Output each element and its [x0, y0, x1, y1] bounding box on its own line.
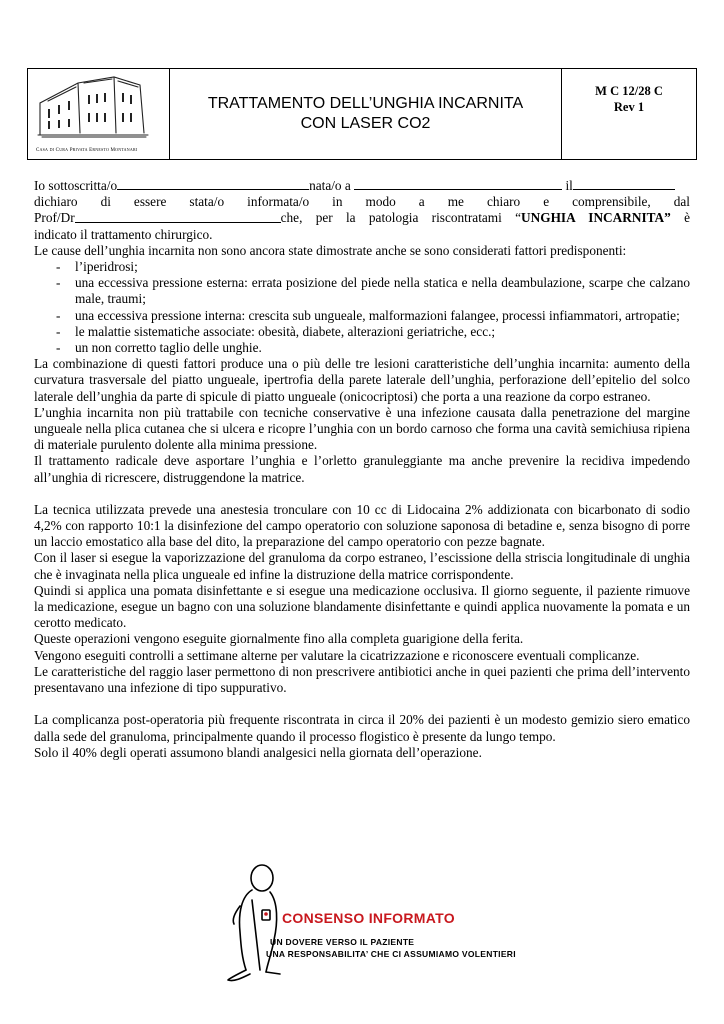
- logo-cell: [28, 69, 170, 159]
- spacer: [34, 696, 690, 712]
- name-blank[interactable]: [117, 177, 309, 190]
- pathology-intro: che, per la patologia riscontratami “: [280, 210, 522, 226]
- paragraph: La tecnica utilizzata prevede una anestesia tronculare con 10 cc di Lidocaina 2% addizionata con bicarbonato di sodio 4,2% con rapporto 10:1 la disinfezione del campo operatorio con soluzione saponosa di betadine e, senza bisogno di porre un laccio emostatico alla base del dito, la preparazione del campo operatorio con pezze bagnate.: [34, 501, 690, 550]
- paragraph: Vengono eseguiti controlli a settimane alterne per valutare la cicatrizzazione e riconoscere eventuali complicanze.: [34, 647, 640, 663]
- paragraph: Con il laser si esegue la vaporizzazione del granuloma da corpo estraneo, l’escissione della striscia longitudinale di unghia che è invaginata nella plica ungueale ed infine la distruzione della matrice corrispondente.: [34, 550, 690, 582]
- form-line-4: indicato il trattamento chirurgico.: [34, 226, 213, 242]
- document-header: [27, 68, 697, 160]
- form-label-date: il: [565, 178, 573, 193]
- informed-consent-badge: [222, 862, 542, 992]
- paragraph: Le caratteristiche del raggio laser permettono di non prescrivere antibiotici anche in quei pazienti che prima dell’intervento presentavano una infezione di tipo suppurativo.: [34, 663, 690, 696]
- pathology-name: UNGHIA INCARNITA”: [521, 210, 671, 226]
- form-line-2-word: stata/o: [189, 194, 225, 210]
- form-line-2-word: dichiaro: [34, 194, 78, 210]
- logo-caption: Casa di Cura Privata Ernesto Montanari: [36, 148, 138, 153]
- consent-tagline-2: UNA RESPONSABILITA’ CHE CI ASSUMIAMO VOLENTIERI: [266, 949, 516, 959]
- form-line-2-word: a: [418, 194, 425, 210]
- form-line-2-word: di: [100, 194, 111, 210]
- form-label-doctor: Prof/Dr: [34, 210, 75, 226]
- birthdate-blank[interactable]: [573, 177, 675, 190]
- form-line-2-word: in: [332, 194, 343, 210]
- building-logo: [28, 71, 168, 149]
- form-line-2-word: informata/o: [247, 194, 310, 210]
- paragraph: Queste operazioni vengono eseguite giornalmente fino alla completa guarigione della ferita.: [34, 631, 524, 647]
- cause-item: - le malattie sistematiche associate: obesità, diabete, alterazioni geriatriche, ecc.;: [56, 324, 690, 340]
- paragraph: La combinazione di questi fattori produce una o più delle tre lesioni caratteristiche dell’unghia incarnita: aumento della curvatura trasversale del piatto ungueale, ipertrofia della parete laterale dell’unghia, perforazione dell’epitelio del solco laterale dell’unghia da parte di spicule di piatto ungueale (onicocriptosi) che porta a una reazione da corpo estraneo.: [34, 356, 690, 404]
- birthplace-blank[interactable]: [354, 177, 562, 190]
- form-line-2-word: e: [543, 194, 550, 210]
- form-line-3: [34, 210, 690, 226]
- form-line-1: [34, 177, 690, 194]
- document-code: M C 12/28 C: [595, 84, 663, 98]
- form-line-2-word: modo: [365, 194, 396, 210]
- spacer: [34, 486, 690, 502]
- causes-list: [34, 259, 690, 356]
- code-cell: [562, 69, 696, 159]
- doctor-blank[interactable]: [75, 210, 281, 223]
- form-line-2-word: comprensibile,: [572, 194, 651, 210]
- form-line-2-word: dal: [673, 194, 690, 210]
- cause-item: - una eccessiva pressione interna: crescita sub ungueale, malformazioni falangee, processi infiammatori, artropatie;: [56, 308, 690, 324]
- pathology-suffix: è: [670, 210, 690, 226]
- paragraph: La complicanza post-operatoria più frequente riscontrata in circa il 20% dei pazienti è un modesto gemizio siero ematico dalla sede del granuloma, principalmente quando il processo flogistico è presente da lungo tempo.: [34, 712, 690, 744]
- cause-item: - una eccessiva pressione esterna: errata posizione del piede nella statica e nella deambulazione, scarpe che calzano male, traumi;: [56, 275, 690, 307]
- paragraph: Quindi si applica una pomata disinfettante e si esegue una medicazione occlusiva. Il giorno seguente, il paziente rimuove la medicazione, esegue un bagno con una soluzione blandamente disinfettante e quindi applica nuovamente la pomata e un cerotto medicato.: [34, 582, 690, 631]
- cause-item: - un non corretto taglio delle unghie.: [56, 340, 690, 356]
- paragraph: Il trattamento radicale deve asportare l’unghia e l’orletto granuleggiante ma anche prevenire la recidiva impedendo all’unghia di ricrescere, distruggendone la matrice.: [34, 453, 690, 485]
- document-body: [34, 177, 690, 761]
- document-title-line-1: TRATTAMENTO DELL’UNGHIA INCARNITA: [207, 95, 524, 112]
- document-revision: Rev 1: [613, 100, 645, 114]
- form-line-2: [34, 194, 690, 210]
- form-label-birthplace: nata/o a: [309, 178, 351, 193]
- form-line-2-word: essere: [133, 194, 167, 210]
- form-line-3-text: [281, 210, 690, 226]
- paragraph: L’unghia incarnita non più trattabile con tecniche conservative è una infezione causata dalla penetrazione del margine ungueale nella plica cutanea che si ulcera e ricopre l’unghia con un bordo carnoso che forma una cavità semichiusa ripiena di materiale purulento dolente alla minima pressione.: [34, 404, 690, 453]
- consent-title: CONSENSO INFORMATO: [282, 910, 455, 926]
- title-cell: [170, 69, 562, 159]
- consent-tagline-1: UN DOVERE VERSO IL PAZIENTE: [270, 937, 415, 947]
- document-title-line-2: CON LASER CO2: [300, 115, 431, 132]
- form-line-2-word: chiaro: [486, 194, 521, 210]
- form-label-name: Io sottoscritta/o: [34, 178, 118, 193]
- paragraph: Solo il 40% degli operati assumono blandi analgesici nella giornata dell’operazione.: [34, 744, 482, 760]
- form-line-2-word: me: [447, 194, 464, 210]
- causes-intro: Le cause dell’unghia incarnita non sono ancora state dimostrate anche se sono considerati fattori predisponenti:: [34, 242, 627, 258]
- cause-item: - l’iperidrosi;: [56, 259, 690, 275]
